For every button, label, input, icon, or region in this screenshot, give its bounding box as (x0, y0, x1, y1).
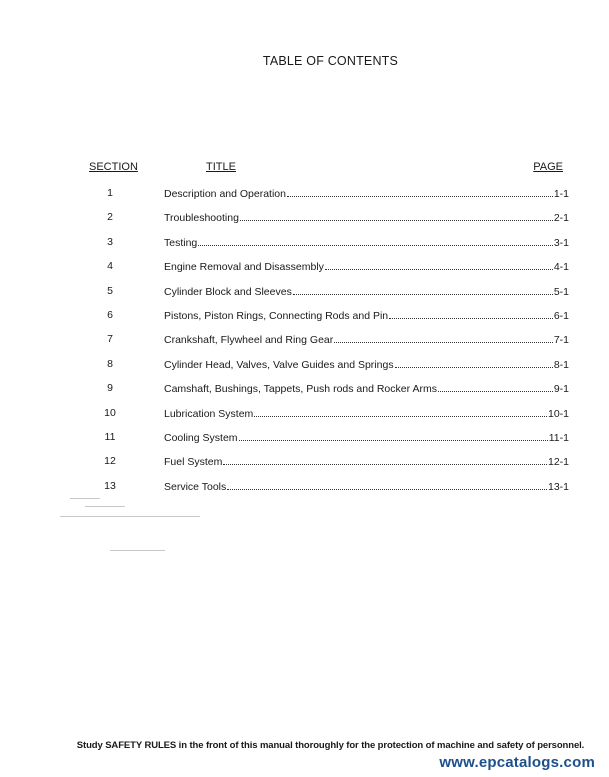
toc-entry[interactable] (0, 357, 609, 371)
toc-section-number: 8 (107, 357, 113, 370)
toc-page-number: 3-1 (553, 236, 569, 249)
toc-section-number: 4 (107, 260, 113, 273)
toc-section-number: 13 (104, 479, 116, 492)
toc-page-number: 12-1 (547, 456, 569, 469)
toc-title: Troubleshooting (164, 212, 239, 225)
toc-section-number: 10 (104, 406, 116, 419)
toc-title: Pistons, Piston Rings, Connecting Rods and Pin (164, 310, 389, 322)
toc-section-number: 3 (107, 235, 113, 248)
toc-title: Testing (164, 236, 198, 249)
toc-page-number: 6-1 (553, 310, 569, 322)
toc-section-number: 1 (107, 187, 113, 199)
toc-entry[interactable] (0, 235, 609, 249)
toc-title: Crankshaft, Flywheel and Ring Gear (164, 334, 334, 347)
toc-entry[interactable] (0, 284, 609, 298)
toc-page-number: 5-1 (553, 285, 569, 298)
leader-dots (239, 430, 548, 441)
toc-page-number: 10-1 (547, 407, 569, 420)
toc-entry[interactable] (0, 454, 609, 468)
toc-entry[interactable] (0, 259, 609, 273)
toc-title: Cylinder Head, Valves, Valve Guides and Springs (164, 358, 394, 371)
toc-page-number: 2-1 (553, 212, 569, 225)
toc-section-number: 7 (107, 333, 113, 346)
page-column-header: PAGE (533, 161, 563, 173)
toc-entry[interactable] (0, 430, 609, 444)
leader-dots (389, 308, 553, 319)
toc-entry[interactable] (0, 308, 609, 322)
toc-entry[interactable] (0, 406, 609, 420)
leader-dots (227, 479, 547, 490)
toc-title: Cooling System (164, 432, 238, 444)
toc-entry[interactable] (0, 381, 609, 395)
toc-section-number: 11 (104, 431, 116, 443)
leader-dots (438, 381, 553, 392)
toc-title: Camshaft, Bushings, Tappets, Push rods and Rocker Arms (164, 383, 437, 396)
leader-dots (254, 406, 547, 417)
section-column-header: SECTION (89, 161, 138, 173)
toc-entry[interactable] (0, 210, 609, 224)
leader-dots (334, 332, 553, 343)
toc-page-number: 7-1 (553, 334, 569, 347)
leader-dots (223, 454, 547, 465)
page-title: TABLE OF CONTENTS (262, 54, 399, 68)
title-column-header: TITLE (206, 161, 236, 173)
toc-page-number: 4-1 (553, 261, 569, 274)
leader-dots (198, 235, 553, 246)
leader-dots (325, 259, 553, 270)
toc-title: Engine Removal and Disassembly (164, 261, 324, 274)
watermark: www.epcatalogs.com (439, 754, 595, 771)
toc-section-number: 6 (107, 309, 113, 321)
toc-section-number: 5 (107, 284, 113, 297)
leader-dots (287, 186, 553, 197)
scan-artifact (70, 498, 100, 499)
toc-page-number: 8-1 (553, 358, 569, 371)
toc-entry[interactable] (0, 186, 609, 200)
toc-title: Lubrication System (164, 407, 254, 420)
scan-artifact (110, 550, 165, 551)
toc-page-number: 1-1 (553, 188, 569, 200)
leader-dots (395, 357, 553, 368)
scan-artifact (85, 506, 125, 507)
toc-title: Fuel System (164, 456, 223, 469)
toc-page-number: 11-1 (548, 432, 569, 444)
toc-section-number: 2 (107, 211, 113, 224)
safety-footer-note: Study SAFETY RULES in the front of this manual thoroughly for the protection of machine and safety of personnel. (76, 740, 585, 751)
leader-dots (240, 210, 553, 221)
toc-page-number: 9-1 (553, 383, 569, 396)
toc-title: Cylinder Block and Sleeves (164, 285, 292, 298)
toc-page-number: 13-1 (547, 480, 569, 493)
toc-entry[interactable] (0, 332, 609, 346)
toc-section-number: 12 (104, 455, 116, 468)
scan-artifact (60, 516, 200, 517)
toc-section-number: 9 (107, 382, 113, 395)
leader-dots (293, 284, 553, 295)
toc-title: Service Tools (164, 480, 227, 493)
toc-title: Description and Operation (164, 188, 286, 200)
toc-entry[interactable] (0, 479, 609, 493)
